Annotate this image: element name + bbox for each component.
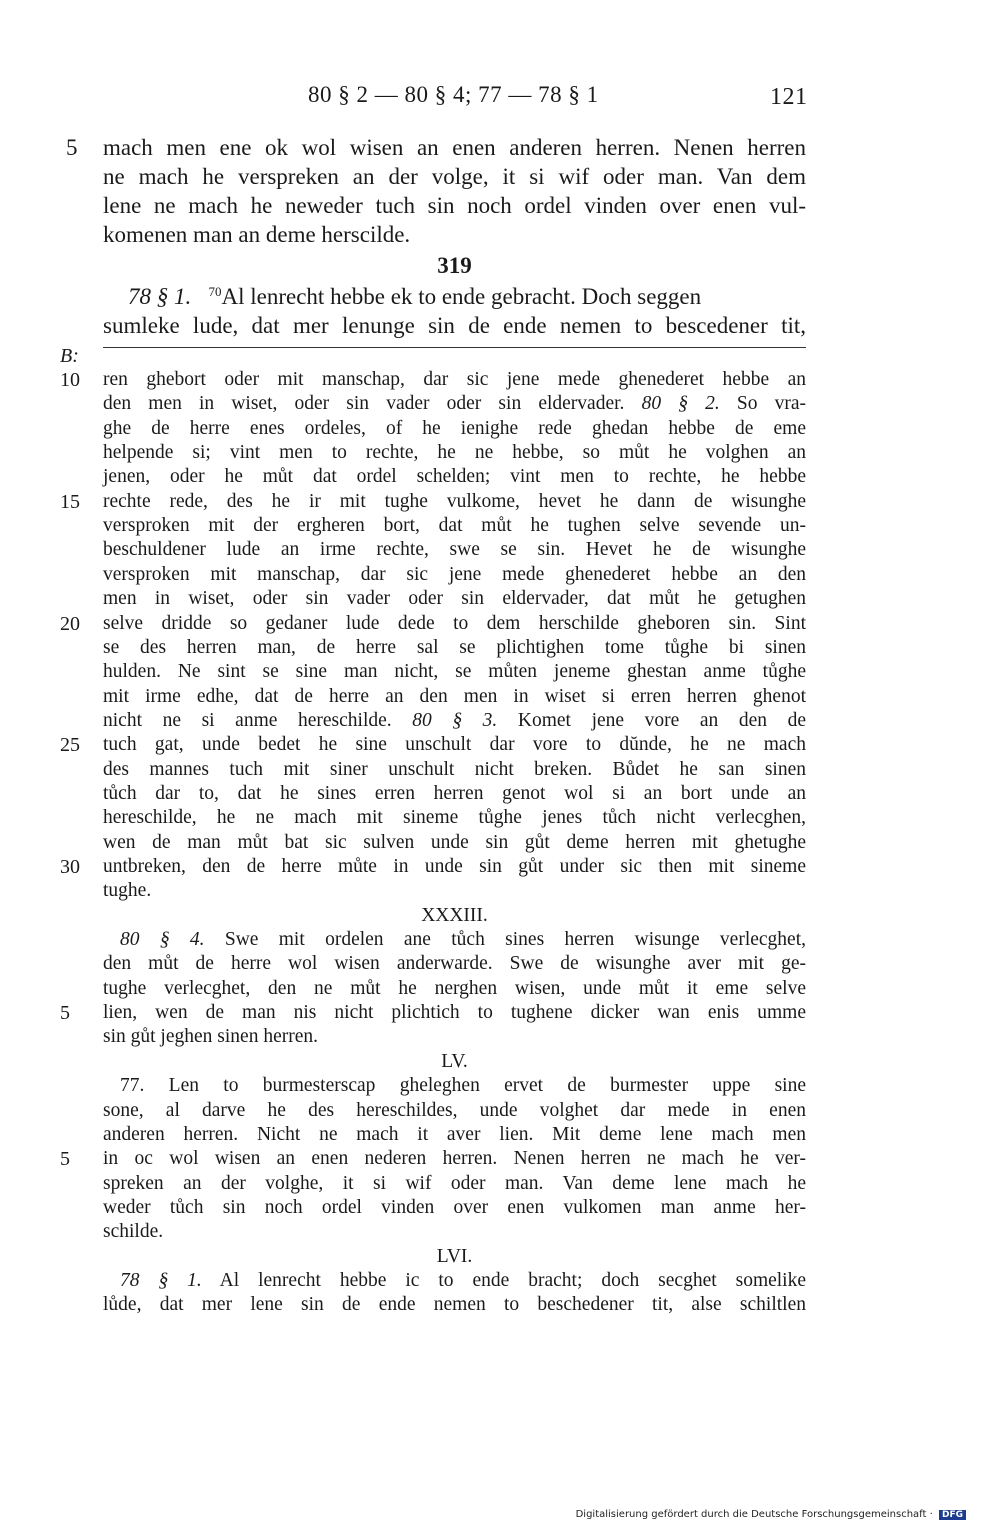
text-content: den men in wiset, oder sin vader oder sin eldervader. bbox=[103, 393, 642, 415]
line-number: 25 bbox=[60, 734, 80, 757]
text-line: spreken an der volghe, it si wif oder man. Van deme lene mach he bbox=[103, 1172, 806, 1194]
line-number: 20 bbox=[60, 612, 80, 635]
separator-rule bbox=[103, 347, 806, 348]
line-number: 5 bbox=[60, 1148, 70, 1171]
running-title: 80 § 2 — 80 § 4; 77 — 78 § 1 bbox=[308, 82, 599, 107]
text-line bbox=[120, 1270, 806, 1292]
section-heading: LV. bbox=[441, 1050, 468, 1072]
text-line: lien, wen de man nis nicht plichtich to tughene dicker wan enis umme bbox=[103, 1002, 806, 1024]
text-content: Komet jene vore an den de bbox=[497, 709, 807, 731]
text-line: jenen, oder he můt dat ordel schelden; vint men to rechte, he hebbe bbox=[103, 466, 806, 488]
text-line: in oc wol wisen an enen nederen herren. Nenen herren ne mach he ver- bbox=[103, 1148, 806, 1170]
text-line: anderen herren. Nicht ne mach it aver lien. Mit deme lene mach men bbox=[103, 1123, 806, 1145]
text-content: nicht ne si anme hereschilde. bbox=[103, 709, 413, 731]
paragraph-start bbox=[128, 284, 806, 310]
text-line bbox=[120, 929, 806, 951]
text-line bbox=[103, 710, 806, 732]
text-content: Al lenrecht hebbe ic to ende bracht; doch secghet somelike bbox=[201, 1269, 807, 1291]
text-line: beschuldener lude an irme rechte, swe se sin. Hevet he de wisunghe bbox=[103, 539, 806, 561]
paragraph-reference: 80 § 3. bbox=[412, 709, 498, 731]
paragraph-reference: 80 § 2. bbox=[641, 393, 720, 415]
text-line: Al lenrecht hebbe ek to ende gebracht. Doch seggen bbox=[221, 284, 702, 309]
page-number: 121 bbox=[770, 84, 808, 110]
text-line: komenen man an deme herscilde. bbox=[103, 222, 411, 247]
text-line: sone, al darve he des hereschildes, unde volghet dar mede in enen bbox=[103, 1099, 806, 1121]
text-line: tůch dar to, dat he sines erren herren genot wol si an bort unde an bbox=[103, 782, 806, 804]
text-line: mit irme edhe, dat de herre an den men in wiset si erren herren ghenot bbox=[103, 685, 806, 707]
footnote-marker: 70 bbox=[208, 284, 222, 299]
section-heading: LVI. bbox=[436, 1245, 473, 1267]
text-line: ren ghebort oder mit manschap, dar sic jene mede ghenederet hebbe an bbox=[103, 369, 806, 390]
paragraph-reference: 78 § 1. bbox=[128, 284, 192, 309]
text-line: helpende si; vint men to rechte, he ne hebbe, so můt he volghen an bbox=[103, 442, 806, 464]
text-line: se des herren man, de herre sal se plichtighen tome tůghe bi sinen bbox=[103, 636, 806, 658]
dfg-logo: DFG bbox=[939, 1510, 966, 1520]
text-line: tuch gat, unde bedet he sine unschult dar vore to dŭnde, he ne mach bbox=[103, 734, 806, 756]
text-line: rechte rede, des he ir mit tughe vulkome, hevet he dann de wisunghe bbox=[103, 490, 806, 512]
text-line bbox=[103, 393, 806, 415]
text-line: ghe de herre enes ordeles, of he ienighe rede ghedan hebbe de eme bbox=[103, 417, 806, 439]
text-content: Len to burmesterscap gheleghen ervet de burmester uppe sine bbox=[144, 1075, 806, 1097]
text-line: hulden. Ne sint se sine man nicht, se můten jeneme ghestan anme tůghe bbox=[103, 661, 806, 683]
text-line: weder tůch sin noch ordel vinden over enen vulkomen man anme her- bbox=[103, 1196, 806, 1218]
text-line: schilde. bbox=[103, 1221, 164, 1243]
text-line: des mannes tuch mit siner unschult nicht breken. Bůdet he san sinen bbox=[103, 758, 806, 780]
text-line: den můt de herre wol wisen anderwarde. Swe de wisunghe aver mit ge- bbox=[103, 953, 806, 975]
footer-text: Digitalisierung gefördert durch die Deutsche Forschungsgemeinschaft bbox=[575, 1509, 927, 1520]
footer: Digitalisierung gefördert durch die Deutsche Forschungsgemeinschaft · DFG bbox=[576, 1509, 966, 1520]
line-number: 30 bbox=[60, 856, 80, 878]
text-line: tughe verlecghet, den ne můt he nerghen wisen, unde můt it eme selve bbox=[103, 977, 806, 999]
text-line: lůde, dat mer lene sin de ende nemen to beschedener tit, alse schiltlen bbox=[103, 1294, 806, 1316]
text-line: versproken mit der ergheren bort, dat můt he tughen selve sevende un- bbox=[103, 515, 806, 537]
text-content: So vra- bbox=[719, 393, 807, 415]
line-number: 15 bbox=[60, 490, 80, 513]
text-line bbox=[120, 1075, 806, 1097]
text-line: hereschilde, he ne mach mit sineme tůghe jenes tůch nicht verlecghen, bbox=[103, 807, 806, 829]
line-number: 5 bbox=[66, 135, 78, 160]
text-line: versproken mit manschap, dar sic jene mede ghenederet hebbe an den bbox=[103, 563, 806, 585]
section-heading: XXXIII. bbox=[421, 904, 488, 926]
paragraph-reference: 78 § 1. bbox=[120, 1269, 202, 1291]
text-line: selve dridde so gedaner lude dede to dem herschilde gheboren sin. Sint bbox=[103, 612, 806, 634]
text-content: Swe mit ordelen ane tůch sines herren wisunge verlecghet, bbox=[204, 929, 807, 951]
paragraph-reference: 77. bbox=[120, 1075, 145, 1097]
line-number: 10 bbox=[60, 369, 80, 391]
text-line: ne mach he verspreken an der volge, it si wif oder man. Van dem bbox=[103, 164, 806, 189]
text-line: wen de man můt bat sic sulven unde sin gůt deme herren mit ghetughe bbox=[103, 831, 806, 853]
line-number: 5 bbox=[60, 1002, 70, 1025]
text-line: lene ne mach he neweder tuch sin noch ordel vinden over enen vul- bbox=[103, 193, 806, 218]
section-number: 319 bbox=[437, 253, 472, 278]
text-line: tughe. bbox=[103, 880, 152, 902]
text-line: men in wiset, oder sin vader oder sin eldervader, dat můt he getughen bbox=[103, 588, 806, 610]
text-line: mach men ene ok wol wisen an enen anderen herren. Nenen herren bbox=[103, 135, 806, 160]
text-line: untbreken, den de herre můte in unde sin gůt under sic then mit sineme bbox=[103, 856, 806, 877]
text-line: sumleke lude, dat mer lenunge sin de ende nemen to bescedener tit, bbox=[103, 313, 806, 338]
paragraph-reference: 80 § 4. bbox=[120, 929, 205, 951]
text-line: sin gůt jeghen sinen herren. bbox=[103, 1026, 318, 1048]
apparatus-label: B: bbox=[60, 345, 79, 367]
